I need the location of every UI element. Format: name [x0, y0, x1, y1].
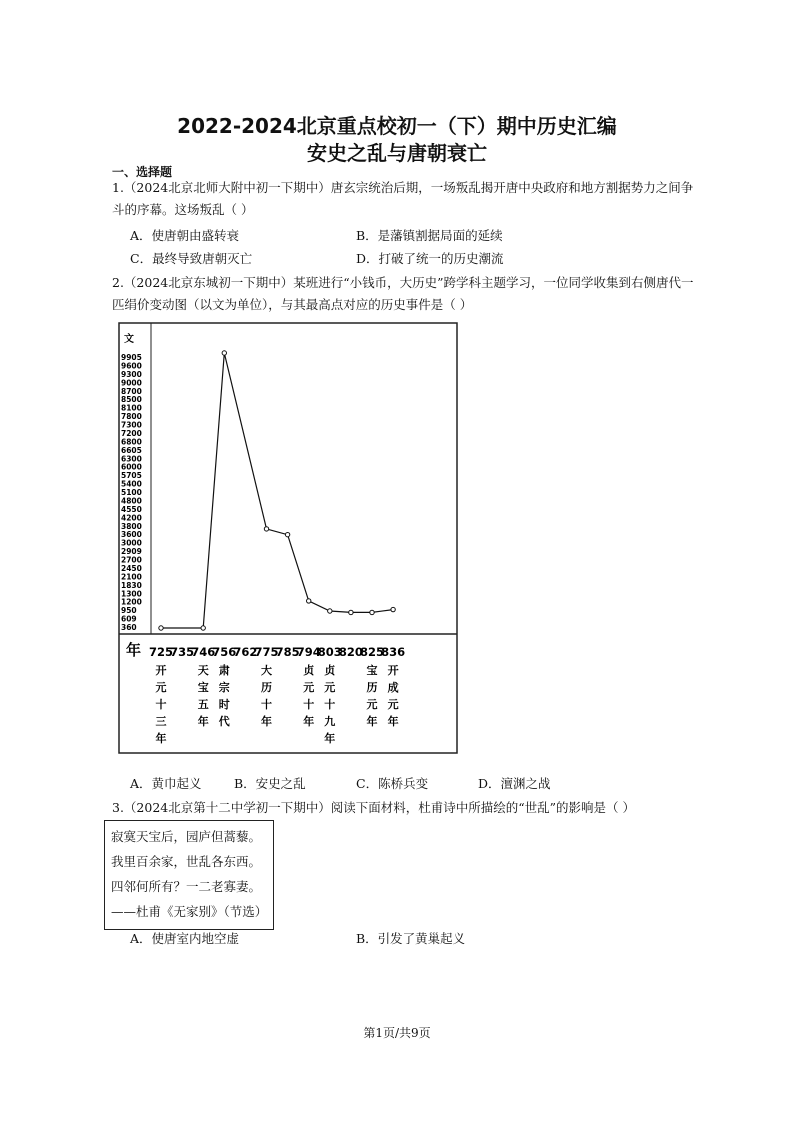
y-tick-label: 3000: [121, 538, 142, 548]
q3-option-b: B．引发了黄巢起义: [356, 931, 466, 946]
x-tick-label: 794: [296, 645, 321, 659]
y-tick-label: 4200: [121, 513, 142, 523]
x-tick-label: 756: [212, 645, 237, 659]
question-1-line1: 1.（2024北京北师大附中初一下期中）唐玄宗统治后期，一场叛乱揭开唐中央政府和地方割据势力之间争: [112, 180, 694, 195]
era-label: 开成元年: [387, 664, 399, 728]
x-tick-label: 725: [148, 645, 174, 659]
era-labels: [156, 663, 399, 745]
y-tick-label: 2100: [121, 572, 142, 582]
question-2-line2: 匹绢价变动图（以文为单位），与其最高点对应的历史事件是（ ）: [112, 297, 473, 312]
x-tick-label: 762: [233, 645, 258, 659]
data-point: [159, 626, 163, 630]
y-tick-label: 6000: [121, 462, 142, 472]
y-tick-label: 4800: [121, 496, 142, 506]
era-label: 贞元十年: [303, 664, 315, 728]
question-1-line2: 斗的序幕。这场叛乱（ ）: [112, 202, 254, 217]
q2-option-c: C．陈桥兵变: [356, 776, 429, 791]
era-label: 开元十三年: [155, 664, 167, 745]
y-tick-label: 1300: [121, 589, 142, 599]
y-tick-label: 609: [121, 614, 137, 624]
q1-option-a: A．使唐朝由盛转衰: [130, 228, 240, 243]
section-heading: 一、选择题: [112, 165, 173, 179]
y-tick-label: 9000: [121, 378, 142, 388]
question-2: [112, 272, 694, 316]
poem-line-2: 我里百余家，世乱各东西。: [111, 854, 262, 869]
q1-option-d: D．打破了统一的历史潮流: [356, 251, 504, 266]
data-point: [370, 610, 374, 614]
y-tick-label: 7200: [121, 428, 142, 438]
x-tick-label: 746: [191, 645, 216, 659]
x-tick-label: 775: [254, 645, 279, 659]
y-tick-label: 9300: [121, 369, 142, 379]
page-footer: 第1页/共9页: [363, 1026, 431, 1040]
chart-frame: [119, 323, 457, 753]
y-tick-label: 1200: [121, 597, 142, 607]
y-tick-label: 4550: [121, 504, 142, 514]
y-tick-label: 8700: [121, 386, 142, 396]
y-tick-label: 9600: [121, 361, 142, 371]
doc-subtitle: 安史之乱与唐朝衰亡: [307, 141, 487, 165]
chart-xlabel: 年: [126, 641, 142, 659]
question-3-line1: 3.（2024北京第十二中学初一下期中）阅读下面材料，杜甫诗中所描绘的“世乱”的影响是（ ）: [112, 800, 635, 815]
q1-option-c: C．最终导致唐朝灭亡: [130, 251, 253, 266]
y-tick-label: 7300: [121, 420, 142, 430]
data-point: [349, 610, 353, 614]
y-tick-label: 6300: [121, 454, 142, 464]
price-markers: [159, 351, 395, 630]
y-tick-label: 3600: [121, 530, 142, 540]
q2-option-a: A．黄巾起义: [130, 776, 202, 791]
doc-title: 2022-2024北京重点校初一（下）期中历史汇编: [177, 114, 617, 138]
data-point: [201, 626, 205, 630]
x-tick-label: 735: [170, 645, 195, 659]
q2-option-b: B．安史之乱: [234, 776, 306, 791]
chart-ylabel: 文: [124, 334, 134, 345]
question-1: [112, 177, 694, 221]
y-tick-label: 5400: [121, 479, 142, 489]
x-tick-label: 836: [381, 645, 406, 659]
poem-line-3: 四邻何所有？一二老寡妻。: [111, 879, 262, 894]
q3-option-a: A．使唐室内地空虚: [130, 931, 240, 946]
data-point: [328, 609, 332, 613]
era-label: 肃宗时代: [218, 664, 230, 728]
y-tick-label: 7800: [121, 412, 142, 422]
x-tick-label: 820: [338, 645, 363, 659]
poem-line-1: 寂寞天宝后，园庐但蒿藜。: [111, 829, 262, 844]
y-tick-label: 6800: [121, 437, 142, 447]
y-tick-labels: [121, 353, 142, 632]
question-3: [112, 797, 684, 819]
poem-box: [104, 820, 274, 930]
data-point: [391, 607, 395, 611]
y-tick-label: 9905: [121, 353, 142, 362]
y-tick-label: 5705: [121, 471, 142, 481]
data-point: [264, 527, 268, 531]
price-line: [161, 353, 393, 628]
silk-price-chart: [118, 322, 458, 754]
y-tick-label: 360: [121, 623, 137, 632]
poem-source: ——杜甫《无家别》（节选）: [111, 904, 268, 919]
y-tick-label: 2700: [121, 555, 142, 565]
era-label: 大历十年: [261, 664, 272, 728]
chart-svg: [118, 322, 458, 754]
y-tick-label: 2909: [121, 547, 142, 557]
era-label: 天宝五年: [197, 664, 209, 728]
data-point: [222, 351, 226, 355]
x-tick-label: 785: [275, 645, 300, 659]
y-tick-label: 950: [121, 606, 137, 616]
x-tick-labels: [149, 645, 405, 659]
y-tick-label: 6605: [121, 445, 142, 455]
y-tick-label: 8500: [121, 395, 142, 405]
y-tick-label: 3800: [121, 521, 142, 531]
x-tick-label: 803: [317, 645, 342, 659]
q2-option-d: D．澶渊之战: [478, 776, 551, 791]
y-tick-label: 1830: [121, 580, 142, 590]
y-tick-label: 8100: [121, 403, 142, 413]
q1-option-b: B．是藩镇割据局面的延续: [356, 228, 503, 243]
data-point: [285, 532, 289, 536]
question-2-line1: 2.（2024北京东城初一下期中）某班进行“小钱币，大历史”跨学科主题学习，一位同学收集到右侧唐代一: [112, 275, 694, 290]
era-label: 宝历元年: [366, 664, 378, 728]
data-point: [307, 599, 311, 603]
era-label: 贞元十九年: [324, 664, 336, 745]
y-tick-label: 5100: [121, 488, 142, 497]
x-tick-label: 825: [359, 645, 385, 659]
y-tick-label: 2450: [121, 563, 142, 573]
